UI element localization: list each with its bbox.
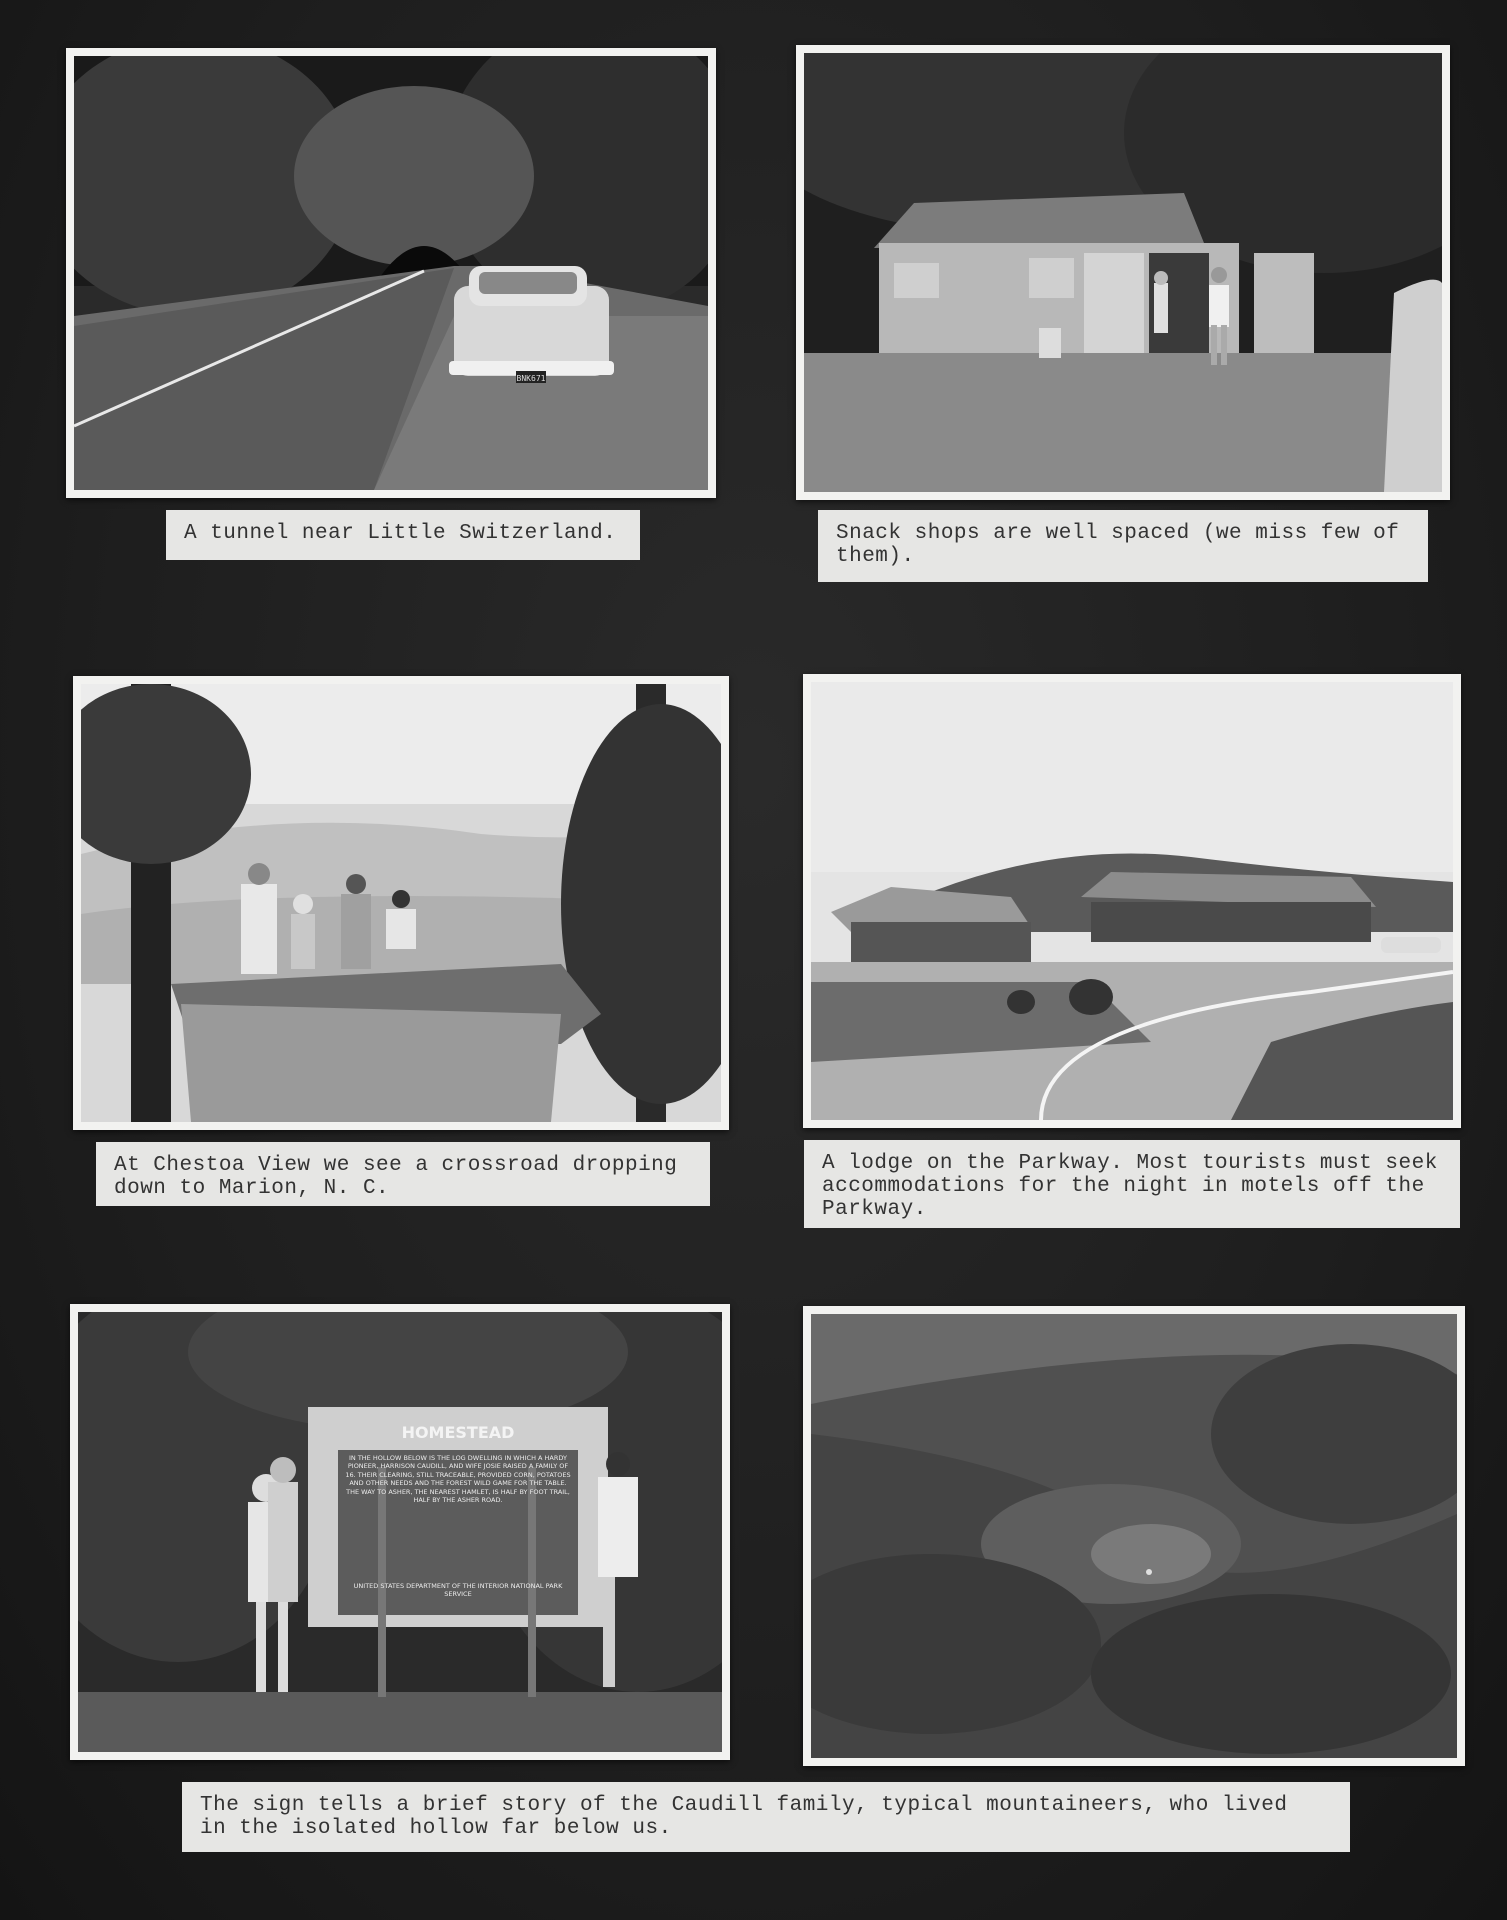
chestoa-view-photo	[73, 676, 729, 1130]
license-plate-text: BNK671	[516, 374, 546, 383]
lodge-photo	[803, 674, 1461, 1128]
caption-chestoa-view: At Chestoa View we see a crossroad dropping down to Marion, N. C.	[96, 1142, 710, 1206]
snack-shop-photo	[796, 45, 1450, 500]
caption-tunnel: A tunnel near Little Switzerland.	[166, 510, 640, 560]
tunnel-photo	[66, 48, 716, 498]
hollow-valley-photo	[803, 1306, 1465, 1766]
caption-lodge: A lodge on the Parkway. Most tourists must seek accommodations for the night in motels off the Parkway.	[804, 1140, 1460, 1228]
sign-title-text: HOMESTEAD	[401, 1423, 515, 1442]
caption-homestead-sign: The sign tells a brief story of the Caudill family, typical mountaineers, who lived in the isolated hollow far below us.	[182, 1782, 1350, 1852]
sign-body-text: IN THE HOLLOW BELOW IS THE LOG DWELLING IN WHICH A HARDY PIONEER, HARRISON CAUDILL, AND WIFE JOSIE RAISED A FAMILY OF 16. THEIR CLEARING, STILL TRACEABLE, PROVIDED CORN, POTATOES AND OTHER NEEDS AND THE FOREST WILD GAME FOR THE TABLE. THE WAY TO ASHER, THE NEAREST HAMLET, IS HALF BY FOOT TRAIL, HALF BY THE ASHER ROAD.	[345, 1454, 571, 1505]
caption-snack-shops: Snack shops are well spaced (we miss few of them).	[818, 510, 1428, 582]
sign-footer-text: UNITED STATES DEPARTMENT OF THE INTERIOR NATIONAL PARK SERVICE	[353, 1582, 563, 1598]
homestead-sign-photo	[70, 1304, 730, 1760]
